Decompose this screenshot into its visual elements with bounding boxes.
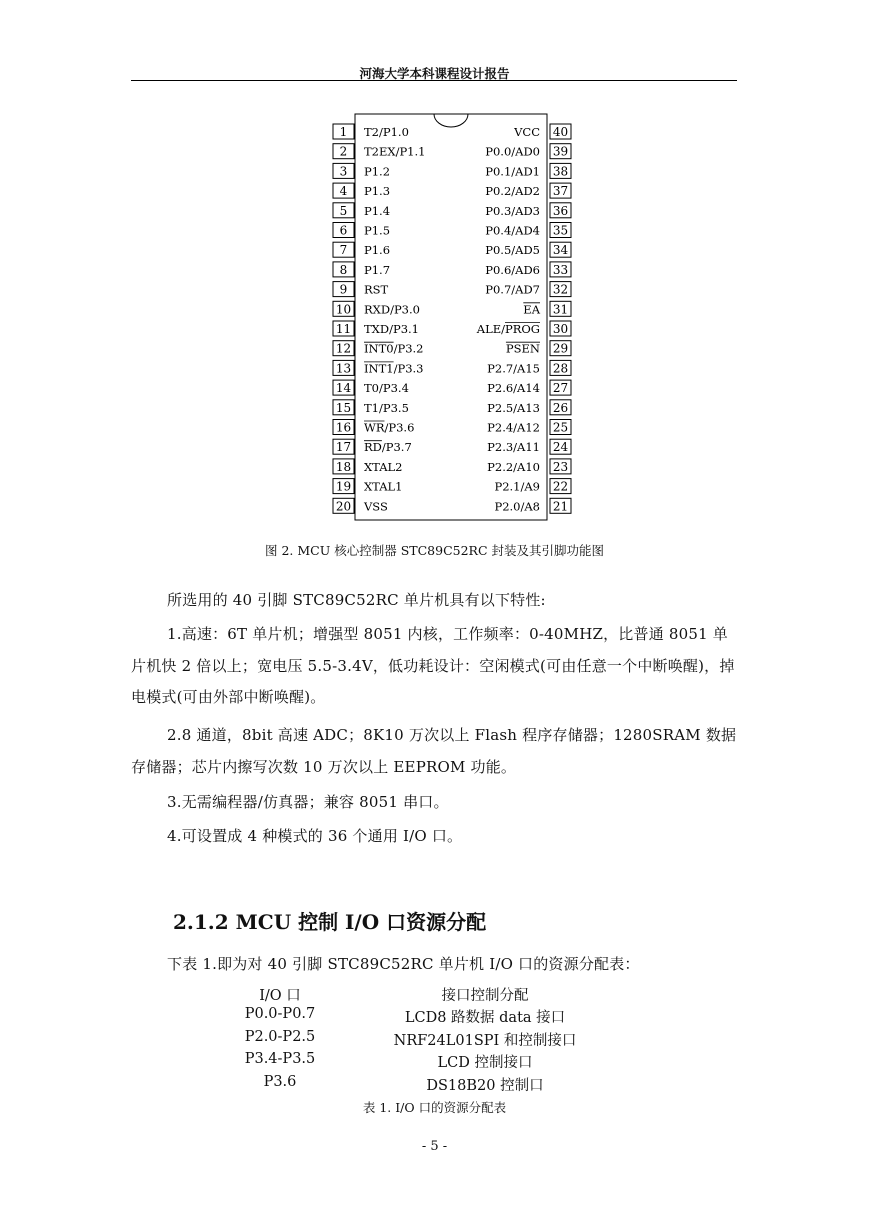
pin-number: 30	[552, 322, 569, 336]
pin-label: EA	[523, 302, 540, 317]
pin-number: 32	[552, 282, 569, 297]
chip-pin	[333, 301, 420, 316]
feature-item-1: 1.高速：6T 单片机；增强型 8051 内核，工作频率：0-40MHZ，比普通 8051 单片机快 2 倍以上；宽电压 5.5-3.4V，低功耗设计：空闲模式(可由任意一个中断唤醒)，掉电模式(可由外部中断唤醒)。	[131, 625, 735, 706]
pin-number: 2	[339, 144, 348, 159]
pin-label: P2.0/A8	[494, 499, 540, 514]
pin-label: RXD/P3.0	[364, 302, 420, 317]
pin-label: P2.5/A13	[487, 400, 540, 415]
chip-pin	[485, 262, 571, 277]
feature-item-3: 3.无需编程器/仿真器；兼容 8051 串口。	[167, 793, 449, 811]
table-caption: 表 1. I/O 口的资源分配表	[362, 1100, 507, 1115]
pin-number: 38	[552, 164, 569, 179]
pin-number: 6	[339, 223, 348, 238]
pin-number: 13	[335, 361, 352, 376]
chip-pin	[487, 439, 571, 454]
pin-number: 20	[335, 499, 352, 514]
pin-number: 19	[335, 479, 352, 494]
table-cell: P3.4-P3.5	[244, 1051, 316, 1067]
pin-number: 23	[552, 459, 569, 474]
pin-label: P2.2/A10	[487, 459, 540, 474]
chip-pin	[333, 183, 390, 198]
pin-label: T1/P3.5	[364, 400, 409, 415]
chip-notch	[434, 114, 468, 127]
pin-number: 9	[339, 282, 348, 297]
pin-label: T2/P1.0	[364, 125, 409, 139]
page-header: 河海大学本科课程设计报告	[359, 66, 510, 81]
pin-label: P0.0/AD0	[485, 144, 540, 159]
pin-number: 34	[552, 243, 569, 258]
pin-number: 35	[552, 223, 569, 238]
pin-number: 14	[335, 381, 352, 396]
pin-label: INT0/P3.2	[364, 341, 424, 356]
pin-number: 17	[335, 440, 352, 455]
chip-pin	[485, 282, 571, 297]
pin-label: P1.4	[364, 203, 391, 218]
pin-number: 3	[339, 164, 348, 179]
pin-label: P1.2	[364, 164, 391, 179]
pin-label: P2.7/A15	[487, 361, 540, 376]
pin-number: 15	[335, 400, 352, 415]
pin-number: 33	[552, 262, 569, 277]
pin-number: 10	[335, 302, 352, 317]
table-cell: LCD8 路数据 data 接口	[404, 1010, 566, 1026]
chip-pin	[333, 203, 390, 218]
chip-pin	[485, 144, 571, 159]
chip-pin	[333, 163, 390, 178]
chip-pin	[333, 282, 389, 297]
chip-pin	[487, 400, 571, 415]
pin-number: 29	[552, 341, 569, 356]
chip-pin	[487, 380, 571, 395]
table-cell: P2.0-P2.5	[244, 1029, 316, 1045]
chip-pin	[487, 459, 571, 474]
pin-number: 25	[552, 420, 569, 435]
chip-pin	[487, 420, 571, 435]
pin-label: TXD/P3.1	[364, 322, 419, 336]
chip-pin	[333, 124, 409, 139]
pin-label: P2.4/A12	[487, 420, 540, 435]
pin-label: P1.3	[364, 184, 391, 199]
chip-pin	[333, 420, 414, 435]
chip-pin	[333, 321, 419, 336]
pin-label: P0.4/AD4	[485, 223, 540, 238]
pin-number: 21	[552, 499, 569, 514]
chip-pin	[494, 479, 571, 494]
feature-item-2: 2.8 通道，8bit 高速 ADC；8K10 万次以上 Flash 程序存储器；1280SRAM 数据存储器；芯片内擦写次数 10 万次以上 EEPROM 功能。	[131, 726, 737, 776]
pin-number: 36	[552, 203, 569, 218]
pin-number: 39	[552, 144, 569, 159]
section-title: 2.1.2 MCU 控制 I/O 口资源分配	[173, 910, 487, 934]
pin-label: P0.3/AD3	[485, 203, 540, 218]
chip-pin	[333, 223, 390, 238]
table-header-assign: 接口控制分配	[441, 988, 529, 1004]
intro-paragraph: 所选用的 40 引脚 STC89C52RC 单片机具有以下特性:	[167, 591, 546, 609]
pin-number: 31	[552, 302, 569, 317]
pin-number: 12	[335, 341, 352, 356]
pin-label: P2.6/A14	[487, 381, 540, 396]
pin-number: 22	[552, 479, 569, 494]
table-cell: P3.6	[263, 1074, 297, 1090]
page-number: - 5 -	[421, 1139, 448, 1154]
pin-label: P2.3/A11	[487, 440, 540, 455]
pin-label: ALE/PROG	[476, 322, 540, 336]
pin-label: XTAL2	[364, 459, 403, 474]
pin-number: 37	[552, 184, 569, 199]
pin-number: 7	[339, 243, 348, 258]
chip-pin	[333, 439, 412, 454]
pin-label: RST	[364, 282, 389, 297]
chip-pin	[333, 459, 403, 474]
chip-pin	[333, 144, 425, 159]
pin-number: 8	[339, 262, 348, 277]
table-cell: LCD 控制接口	[437, 1055, 533, 1071]
chip-pin	[485, 163, 571, 178]
chip-pin	[333, 262, 390, 277]
chip-pin	[333, 400, 409, 415]
table-intro: 下表 1.即为对 40 引脚 STC89C52RC 单片机 I/O 口的资源分配表：	[167, 955, 640, 973]
chip-pin	[333, 380, 409, 395]
chip-pin	[333, 242, 390, 257]
pin-label: P0.1/AD1	[485, 164, 540, 179]
pin-label: P1.5	[364, 223, 391, 238]
chip-pin	[506, 341, 571, 356]
chip-pin	[485, 183, 571, 198]
chip-pin	[333, 479, 403, 494]
pin-label: VSS	[364, 499, 388, 514]
pin-label: P1.7	[364, 262, 391, 277]
pin-number: 27	[552, 381, 569, 396]
pin-number: 24	[552, 440, 569, 455]
chip-pin	[333, 341, 424, 356]
pin-number: 4	[339, 184, 348, 199]
pin-number: 28	[552, 361, 569, 376]
table-cell: NRF24L01SPI 和控制接口	[393, 1033, 577, 1049]
pin-number: 26	[552, 400, 569, 415]
pin-number: 40	[552, 125, 569, 139]
chip-pinout-diagram	[0, 0, 869, 530]
pin-label: P2.1/A9	[494, 479, 540, 494]
pin-number: 11	[335, 322, 352, 336]
chip-pin	[333, 360, 424, 375]
chip-pin	[494, 498, 571, 513]
pin-label: WR/P3.6	[364, 420, 415, 435]
pin-label: XTAL1	[364, 479, 403, 494]
chip-pin	[513, 124, 571, 139]
pin-label: P0.7/AD7	[485, 282, 540, 297]
table-cell: P0.0-P0.7	[244, 1006, 316, 1022]
pin-label: INT1/P3.3	[364, 361, 424, 376]
pin-label: RD/P3.7	[364, 440, 412, 455]
chip-pin	[485, 242, 571, 257]
pin-label: VCC	[514, 125, 540, 139]
chip-pin	[333, 498, 388, 513]
chip-pin	[487, 360, 571, 375]
table-header-io: I/O 口	[259, 988, 301, 1004]
pin-number: 16	[335, 420, 352, 435]
feature-item-4: 4.可设置成 4 种模式的 36 个通用 I/O 口。	[167, 827, 463, 845]
pin-number: 5	[339, 203, 348, 218]
pin-label: P0.6/AD6	[485, 262, 540, 277]
table-cell: DS18B20 控制口	[426, 1078, 544, 1094]
figure-caption: 图 2. MCU 核心控制器 STC89C52RC 封装及其引脚功能图	[264, 543, 604, 558]
pin-label: P1.6	[364, 243, 391, 258]
pin-label: P0.2/AD2	[485, 184, 540, 199]
pin-label: T2EX/P1.1	[364, 144, 426, 159]
chip-pin	[485, 203, 571, 218]
chip-pin	[485, 223, 571, 238]
chip-pin	[476, 321, 571, 336]
pin-number: 18	[335, 459, 352, 474]
pin-label: T0/P3.4	[364, 381, 409, 396]
pin-label: PSEN	[505, 341, 540, 356]
pin-number: 1	[339, 125, 348, 139]
pin-label: P0.5/AD5	[485, 243, 540, 258]
